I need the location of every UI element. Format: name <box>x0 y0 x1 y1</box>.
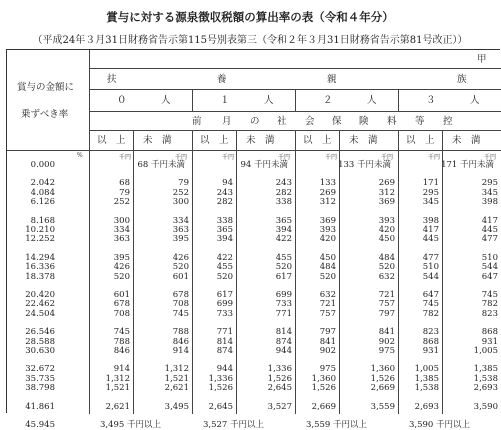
unit-label: 千円 <box>428 154 441 161</box>
people-unit: 人 <box>161 95 171 106</box>
miman-value: 520 <box>378 262 395 273</box>
ijou-value: 823 <box>422 327 439 338</box>
ijou-value: 2,645 <box>208 401 233 412</box>
ijou-value: 520 <box>319 271 336 282</box>
ijou-value: 3,559 千円以上 <box>305 420 367 430</box>
miman-value: 395 <box>172 234 189 245</box>
people-count: １ <box>220 95 230 106</box>
miman-value: 868 <box>481 327 498 338</box>
rate-value: 10.210 <box>25 225 55 235</box>
miman-value: 484 <box>378 252 395 263</box>
miman-value: 544 <box>481 262 498 273</box>
people-count: ０ <box>117 95 127 106</box>
miman-header: 未 満 <box>246 135 275 146</box>
miman-value: 771 <box>275 308 292 319</box>
ijou-value: 369 <box>319 215 336 226</box>
miman-value: 450 <box>378 234 395 245</box>
miman-value: 797 <box>378 308 395 319</box>
group-divider <box>295 130 296 414</box>
miman-value: 393 <box>378 215 395 226</box>
ijou-value: 797 <box>319 327 336 338</box>
ijou-value: 788 <box>113 336 130 347</box>
miman-value: 417 <box>481 215 498 226</box>
page-title: 賞与に対する源泉徴収税額の算出率の表（令和４年分） <box>106 10 394 24</box>
rate-value: 12.252 <box>25 234 55 245</box>
miman-value: 975 <box>378 346 395 356</box>
ijou-value: 420 <box>319 234 336 245</box>
miman-value: 632 <box>378 271 395 282</box>
ijou-value: 171 <box>422 178 439 189</box>
ijou-value: 745 <box>422 299 439 310</box>
ijou-value: 133 <box>319 178 336 189</box>
miman-value: 1,312 <box>164 364 189 375</box>
miman-value: 745 <box>172 308 189 319</box>
ijou-value: 3,590 千円以上 <box>408 420 470 430</box>
ijou-value: 678 <box>113 299 130 310</box>
group-divider <box>192 89 193 111</box>
fuyou-char: 親 <box>327 74 337 85</box>
ijou-value: 450 <box>319 252 336 263</box>
rate-value: 28.588 <box>25 336 55 347</box>
kou-label: 甲 <box>477 54 487 65</box>
miman-value: 782 <box>481 299 498 310</box>
rate-value: 16.336 <box>25 262 55 273</box>
ijou-value: 1,385 <box>414 373 439 384</box>
ijou-value: 874 <box>216 346 233 356</box>
miman-value: 1,538 <box>473 373 498 384</box>
miman-value: 520 <box>172 262 189 273</box>
miman-value: 252 <box>172 187 189 198</box>
miman-value: 2,669 <box>370 383 395 394</box>
ijou-value: 601 <box>113 290 130 300</box>
ijou-value: 1,005 <box>414 364 439 375</box>
ijou-value: 520 <box>113 271 130 282</box>
miman-value: 931 <box>481 336 498 347</box>
rate-value: 45.945 <box>25 420 55 430</box>
rate-value: 8.168 <box>30 215 55 226</box>
ijou-value: 393 <box>319 225 336 235</box>
miman-value: 520 <box>275 262 292 273</box>
ijou-value: 771 <box>216 327 233 338</box>
ijou-value: 721 <box>319 299 336 310</box>
ijou-value: 338 <box>216 215 233 226</box>
miman-value: 282 <box>275 187 292 198</box>
ijou-value: 417 <box>422 225 439 235</box>
prev-month-char: 前 <box>192 116 202 127</box>
miman-value: 363 <box>172 225 189 235</box>
miman-value: 1,336 <box>267 364 292 375</box>
miman-value: 2,645 <box>267 383 292 394</box>
rate-value: 0.000 <box>30 160 55 170</box>
ijou-value: 733 <box>216 308 233 319</box>
group-divider <box>398 130 399 414</box>
subcolumn-divider <box>236 130 237 414</box>
ijou-header: 以 上 <box>97 135 126 146</box>
unit-label: 千円 <box>484 154 497 161</box>
miman-value: 300 <box>172 197 189 208</box>
rate-value: 18.378 <box>25 271 55 282</box>
ijou-value: 931 <box>422 346 439 356</box>
miman-value: 3,590 <box>473 401 498 412</box>
group-divider <box>398 89 399 111</box>
miman-value: 721 <box>378 290 395 300</box>
miman-value: 477 <box>481 234 498 245</box>
miman-value: 1,526 <box>267 373 292 384</box>
ijou-value: 3,527 千円以上 <box>202 420 264 430</box>
ijou-value: 902 <box>319 346 336 356</box>
rate-value: 26.546 <box>25 327 55 338</box>
miman-header: 未 満 <box>349 135 378 146</box>
ijou-value: 252 <box>113 197 130 208</box>
prev-month-char: 会 <box>305 116 315 127</box>
miman-value: 68 千円未満 <box>137 160 185 170</box>
miman-value: 369 <box>378 197 395 208</box>
miman-value: 1,005 <box>473 346 498 356</box>
miman-value: 745 <box>481 290 498 300</box>
rate-value: 4.084 <box>30 187 55 198</box>
miman-value: 601 <box>172 271 189 282</box>
ijou-value: 365 <box>216 225 233 235</box>
unit-label: 千円 <box>381 154 394 161</box>
miman-value: 398 <box>481 197 498 208</box>
rate-value: 20.420 <box>25 290 55 300</box>
miman-value: 1,360 <box>370 364 395 375</box>
miman-value: 171 千円未満 <box>441 160 494 170</box>
ijou-value: 395 <box>113 252 130 263</box>
miman-header: 未 満 <box>143 135 172 146</box>
rate-value: 22.462 <box>25 299 55 310</box>
ijou-value: 363 <box>113 234 130 245</box>
ijou-value: 243 <box>216 187 233 198</box>
ijou-value: 1,538 <box>414 383 439 394</box>
miman-value: 365 <box>275 215 292 226</box>
ijou-header: 以 上 <box>406 135 435 146</box>
ijou-value: 699 <box>216 299 233 310</box>
ijou-header: 以 上 <box>303 135 332 146</box>
ijou-value: 708 <box>113 308 130 319</box>
miman-value: 422 <box>275 234 292 245</box>
fuyou-char: 養 <box>217 74 227 85</box>
miman-value: 914 <box>172 346 189 356</box>
ijou-value: 617 <box>216 290 233 300</box>
people-count: ２ <box>323 95 333 106</box>
prev-month-char: 保 <box>332 116 342 127</box>
rate-value: 38.798 <box>25 383 55 394</box>
ijou-value: 2,621 <box>105 401 130 412</box>
prev-month-char: 月 <box>222 116 232 127</box>
miman-value: 243 <box>275 178 292 189</box>
miman-value: 757 <box>378 299 395 310</box>
ijou-value: 914 <box>113 364 130 375</box>
miman-value: 2,693 <box>473 383 498 394</box>
ijou-value: 1,360 <box>311 373 336 384</box>
people-count: ３ <box>426 95 436 106</box>
rate-table <box>6 49 500 430</box>
ijou-value: 484 <box>319 262 336 273</box>
unit-label: 千円 <box>325 154 338 161</box>
miman-value: 334 <box>172 215 189 226</box>
people-unit: 人 <box>264 95 274 106</box>
miman-value: 445 <box>481 225 498 235</box>
ijou-value: 300 <box>113 215 130 226</box>
miman-value: 1,521 <box>164 373 189 384</box>
miman-value: 312 <box>378 187 395 198</box>
ijou-value: 334 <box>113 225 130 235</box>
rate-value: 41.861 <box>25 401 55 412</box>
ijou-value: 544 <box>422 271 439 282</box>
miman-value: 699 <box>275 290 292 300</box>
rate-value: 30.630 <box>25 346 55 356</box>
rate-value: 2.042 <box>30 178 55 189</box>
unit-label: 千円 <box>175 154 188 161</box>
fuyou-char: 扶 <box>107 74 117 85</box>
ijou-value: 745 <box>113 327 130 338</box>
miman-value: 944 <box>275 346 292 356</box>
miman-value: 3,559 <box>370 401 395 412</box>
rate-value: 35.735 <box>25 373 55 384</box>
rate-value: 6.126 <box>30 197 55 208</box>
ijou-value: 841 <box>319 336 336 347</box>
miman-value: 617 <box>275 271 292 282</box>
miman-value: 2,621 <box>164 383 189 394</box>
miman-value: 133 千円未満 <box>338 160 391 170</box>
ijou-value: 398 <box>422 215 439 226</box>
miman-value: 394 <box>275 225 292 235</box>
miman-value: 647 <box>481 271 498 282</box>
group-divider <box>295 89 296 111</box>
miman-value: 295 <box>481 178 498 189</box>
ijou-value: 1,336 <box>208 373 233 384</box>
left-label-2: 乗ずべき率 <box>21 109 69 120</box>
miman-value: 420 <box>378 225 395 235</box>
ijou-value: 345 <box>422 197 439 208</box>
left-label-1: 賞与の金額に <box>17 82 75 93</box>
ijou-value: 520 <box>216 271 233 282</box>
ijou-value: 2,693 <box>414 401 439 412</box>
miman-value: 455 <box>275 252 292 263</box>
miman-value: 426 <box>172 252 189 263</box>
ijou-value: 68 <box>119 178 130 189</box>
ijou-value: 295 <box>422 187 439 198</box>
ijou-value: 510 <box>422 262 439 273</box>
ijou-value: 975 <box>319 364 336 375</box>
ijou-value: 477 <box>422 252 439 263</box>
rate-value: 32.672 <box>25 364 55 375</box>
subcolumn-divider <box>442 130 443 414</box>
people-unit: 人 <box>367 95 377 106</box>
percent-label: % <box>77 152 83 159</box>
ijou-value: 846 <box>113 346 130 356</box>
miman-value: 874 <box>275 336 292 347</box>
unit-label: 千円 <box>119 154 132 161</box>
ijou-value: 394 <box>216 234 233 245</box>
miman-value: 510 <box>481 252 498 263</box>
ijou-value: 757 <box>319 308 336 319</box>
ijou-value: 1,526 <box>311 383 336 394</box>
miman-value: 345 <box>481 187 498 198</box>
miman-header: 未 満 <box>452 135 481 146</box>
prev-month-char: の <box>250 116 260 127</box>
prev-month-char: 料 <box>387 116 397 127</box>
miman-value: 1,526 <box>370 373 395 384</box>
ijou-value: 312 <box>319 197 336 208</box>
ijou-value: 782 <box>422 308 439 319</box>
ijou-value: 3,495 千円以上 <box>99 420 161 430</box>
prev-month-char: 険 <box>359 116 369 127</box>
subcolumn-divider <box>339 130 340 414</box>
ijou-value: 445 <box>422 234 439 245</box>
ijou-value: 647 <box>422 290 439 300</box>
ijou-value: 944 <box>216 364 233 375</box>
ijou-value: 94 <box>222 178 233 189</box>
miman-value: 269 <box>378 178 395 189</box>
unit-label: 千円 <box>222 154 235 161</box>
miman-value: 338 <box>275 197 292 208</box>
miman-value: 841 <box>378 327 395 338</box>
ijou-value: 282 <box>216 197 233 208</box>
miman-value: 79 <box>178 178 189 189</box>
page-subtitle: （平成24年３月31日財務省告示第115号別表第三（令和２年３月31日財務省告示第81号改正）） <box>32 35 468 46</box>
rate-value: 14.294 <box>25 252 55 263</box>
prev-month-char: 社 <box>277 116 287 127</box>
ijou-value: 422 <box>216 252 233 263</box>
prev-month-char: 控 <box>443 116 453 127</box>
ijou-value: 632 <box>319 290 336 300</box>
miman-value: 902 <box>378 336 395 347</box>
ijou-value: 2,669 <box>311 401 336 412</box>
miman-value: 733 <box>275 299 292 310</box>
ijou-value: 1,521 <box>105 383 130 394</box>
miman-value: 3,495 <box>164 401 189 412</box>
ijou-value: 79 <box>119 187 130 198</box>
miman-value: 678 <box>172 290 189 300</box>
ijou-value: 426 <box>113 262 130 273</box>
subcolumn-divider <box>133 130 134 414</box>
miman-value: 1,385 <box>473 364 498 375</box>
ijou-value: 269 <box>319 187 336 198</box>
group-divider <box>192 130 193 414</box>
prev-month-char: 等 <box>415 116 425 127</box>
ijou-header: 以 上 <box>200 135 229 146</box>
ijou-value: 814 <box>216 336 233 347</box>
people-unit: 人 <box>470 95 480 106</box>
ijou-value: 868 <box>422 336 439 347</box>
miman-value: 846 <box>172 336 189 347</box>
miman-value: 814 <box>275 327 292 338</box>
miman-value: 823 <box>481 308 498 319</box>
miman-value: 708 <box>172 299 189 310</box>
ijou-value: 1,526 <box>208 383 233 394</box>
ijou-value: 455 <box>216 262 233 273</box>
miman-value: 94 千円未満 <box>240 160 288 170</box>
ijou-value: 1,312 <box>105 373 130 384</box>
fuyou-char: 族 <box>457 74 467 85</box>
rate-value: 24.504 <box>25 308 55 319</box>
unit-label: 千円 <box>278 154 291 161</box>
miman-value: 788 <box>172 327 189 338</box>
miman-value: 3,527 <box>267 401 292 412</box>
